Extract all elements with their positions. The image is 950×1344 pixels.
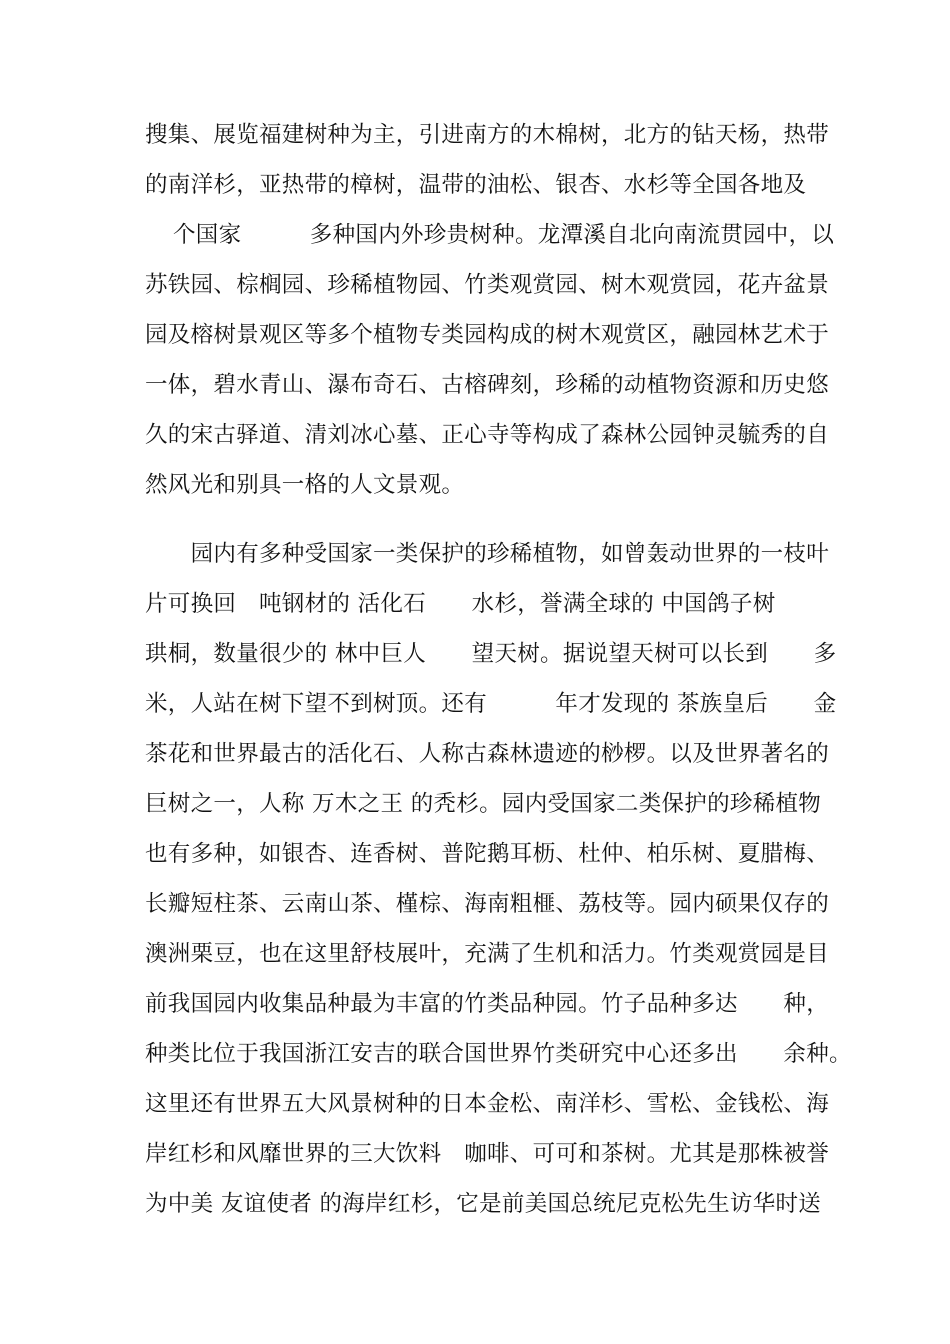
text-line: 苏铁园、棕榈园、珍稀植物园、竹类观赏园、树木观赏园，花卉盆景 xyxy=(145,272,830,298)
text-line: 然风光和别具一格的人文景观。 xyxy=(145,472,465,498)
text-line: 长瓣短柱茶、云南山茶、槿棕、海南粗榧、荔枝等。园内硕果仅存的 xyxy=(145,891,830,917)
text-line: 岸红杉和风靡世界的三大饮料 咖啡、可可和茶树。尤其是那株被誉 xyxy=(145,1141,830,1167)
text-line: 搜集、展览福建树种为主，引进南方的木棉树，北方的钻天杨，热带 xyxy=(145,122,830,148)
text-line: 前我国园内收集品种最为丰富的竹类品种园。竹子品种多达 种， xyxy=(145,991,830,1017)
text-line: 为中美 友谊使者 的海岸红杉，它是前美国总统尼克松先生访华时送 xyxy=(145,1191,822,1217)
text-line: 澳洲栗豆，也在这里舒枝展叶，充满了生机和活力。竹类观赏园是目 xyxy=(145,941,830,967)
text-line: 种类比位于我国浙江安吉的联合国世界竹类研究中心还多出 余种。 xyxy=(145,1041,852,1067)
text-line: 园及榕树景观区等多个植物专类园构成的树木观赏区，融园林艺术于 xyxy=(145,322,830,348)
text-line: 也有多种，如银杏、连香树、普陀鹅耳枥、杜仲、柏乐树、夏腊梅、 xyxy=(145,841,830,867)
text-line: 的南洋杉，亚热带的樟树，温带的油松、银杏、水杉等全国各地及 xyxy=(145,172,807,198)
text-line: 园内有多种受国家一类保护的珍稀植物，如曾轰动世界的一枝叶 xyxy=(145,541,830,567)
text-line: 久的宋古驿道、清刘冰心墓、正心寺等构成了森林公园钟灵毓秀的自 xyxy=(145,422,830,448)
text-line: 片可换回 吨钢材的 活化石 水杉，誉满全球的 中国鸽子树 xyxy=(145,591,776,617)
text-line: 茶花和世界最古的活化石、人称古森林遗迹的桫椤。以及世界著名的 xyxy=(145,741,830,767)
text-line: 巨树之一，人称 万木之王 的秃杉。园内受国家二类保护的珍稀植物 xyxy=(145,791,822,817)
text-line: 珙桐，数量很少的 林中巨人 望天树。据说望天树可以长到 多 xyxy=(145,641,837,667)
text-line: 一体，碧水青山、瀑布奇石、古榕碑刻，珍稀的动植物资源和历史悠 xyxy=(145,372,830,398)
text-line: 米，人站在树下望不到树顶。还有 年才发现的 茶族皇后 金 xyxy=(145,691,837,717)
text-line: 这里还有世界五大风景树种的日本金松、南洋杉、雪松、金钱松、海 xyxy=(145,1091,830,1117)
text-line: 个国家 多种国内外珍贵树种。龙潭溪自北向南流贯园中，以 xyxy=(173,222,835,248)
